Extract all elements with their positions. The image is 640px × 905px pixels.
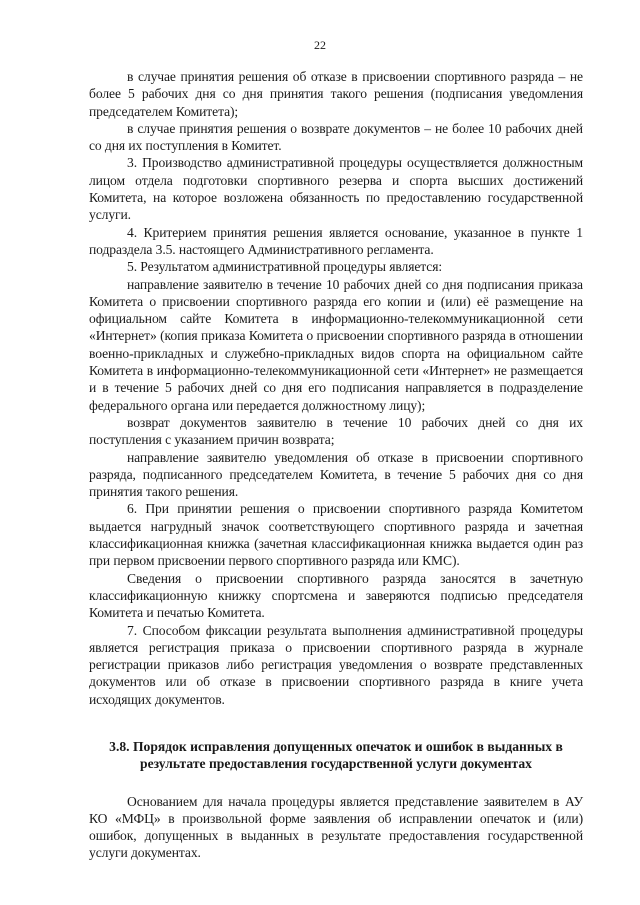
paragraph: возврат документов заявителю в течение 10 рабочих дней со дня их поступления с указанием причин возврата;	[89, 414, 583, 448]
paragraph: 6. При принятии решения о присвоении спортивного разряда Комитетом выдается нагрудный значок соответствующего спортивного разряда и зачетная классификационная книжка (зачетная классификационная книжка выдается один раз при первом присвоении первого спортивного разряда или КМС).	[89, 501, 583, 569]
document-body	[89, 68, 583, 862]
paragraph: Основанием для начала процедуры является представление заявителем в АУ КО «МФЦ» в произвольной форме заявления об исправлении опечаток и (или) ошибок, допущенных в выданных в результате предоставления государственной услуги документах.	[89, 793, 583, 861]
section-heading: 3.8. Порядок исправления допущенных опечаток и ошибок в выданных в результате предоставления государственной услуги документах	[109, 738, 563, 772]
paragraph: направление заявителю уведомления об отказе в присвоении спортивного разряда, подписанного председателем Комитета, в течение 5 рабочих дня со дня принятия такого решения.	[89, 449, 583, 500]
paragraph: в случае принятия решения об отказе в присвоении спортивного разряда – не более 5 рабочих дня со дня принятия такого решения (подписания уведомления председателем Комитета);	[89, 69, 583, 119]
paragraph: Сведения о присвоении спортивного разряда заносятся в зачетную классификационную книжку спортсмена и заверяются подписью председателя Комитета и печатью Комитета.	[89, 570, 583, 621]
paragraph: направление заявителю в течение 10 рабочих дней со дня подписания приказа Комитета о присвоении спортивного разряда его копии и (или) её размещение на официальном сайте Комитета в информационно-телекоммуникационной сети «Интернет» (копия приказа Комитета о присвоении спортивного разряда в отношении военно-прикладных и служебно-прикладных видов спорта на официальном сайте Комитета в информационно-телекоммуникационной сети «Интернет» не размещается и в течение 5 рабочих дней со дня его подписания направляется в подразделение федерального органа или передается должностному лицу);	[89, 276, 583, 413]
paragraph: 7. Способом фиксации результата выполнения административной процедуры является регистрация приказа о присвоении спортивного разряда в журнале регистрации приказов либо регистрация уведомления о возврате представленных документов или об отказе в присвоении спортивного разряда в книге учета исходящих документов.	[89, 622, 583, 707]
paragraph: в случае принятия решения о возврате документов – не более 10 рабочих дней со дня их поступления в Комитет.	[89, 120, 583, 154]
paragraph: 5. Результатом административной процедуры является:	[127, 259, 443, 275]
spacer	[89, 773, 583, 793]
paragraph: 4. Критерием принятия решения является основание, указанное в пункте 1 подраздела 3.5. настоящего Административного регламента.	[89, 224, 583, 257]
page-number: 22	[314, 38, 326, 52]
paragraph: 3. Производство административной процедуры осуществляется должностным лицом отдела подготовки спортивного резерва и спорта высших достижений Комитета, на которое возложена обязанность по предоставлению государственной услуги.	[89, 155, 583, 223]
